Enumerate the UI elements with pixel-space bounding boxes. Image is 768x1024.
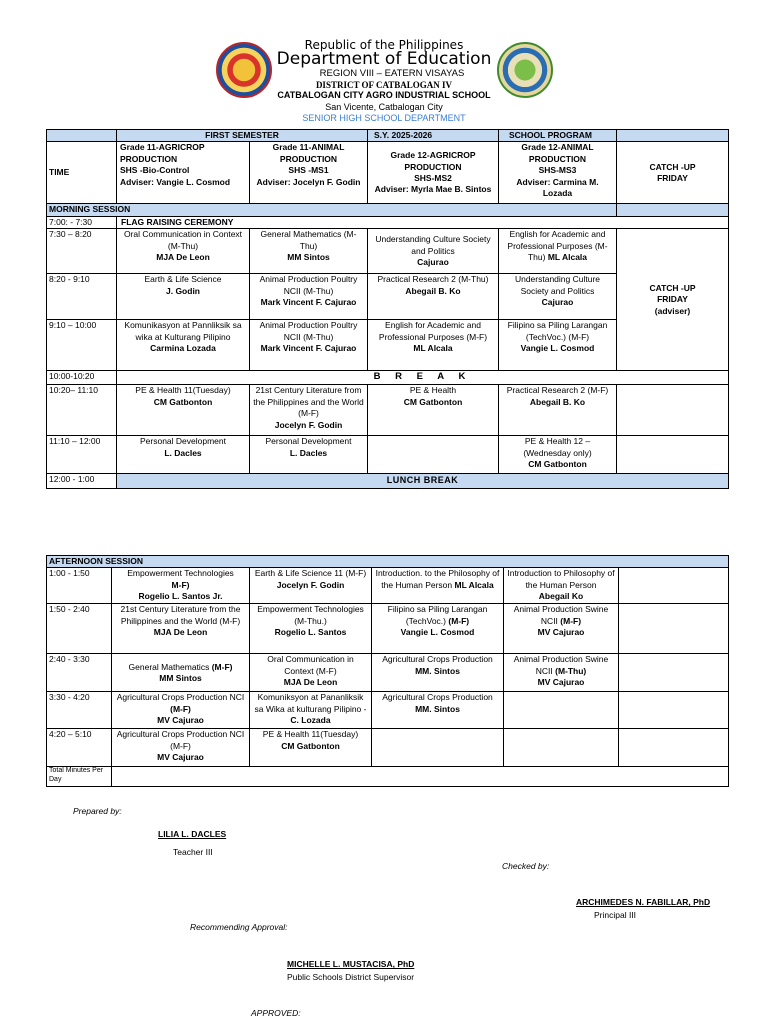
afternoon-schedule-table	[46, 555, 729, 787]
subject-cell: English for Academic and Professional Purposes (M-Thu) ML Alcala	[499, 229, 617, 274]
subject-cell: English for Academic and Professional Purposes (M-F) ML Alcala	[368, 320, 499, 371]
break-row	[47, 371, 729, 385]
morning-session-label: MORNING SESSION	[47, 204, 617, 216]
subject-cell: Animal Production Poultry NCII (M-Thu) Mark Vincent F. Cajurao	[250, 320, 368, 371]
table-row	[47, 568, 729, 604]
prepared-by-title: Teacher III	[173, 847, 213, 857]
subject-cell	[372, 729, 504, 767]
table-row	[47, 692, 729, 729]
subject-cell: PE & Health CM Gatbonton	[368, 385, 499, 436]
subject-cell: Personal Development L. Dacles	[250, 436, 368, 474]
time-cell: 7:00: - 7:30	[47, 216, 117, 228]
checked-by-label: Checked by:	[502, 861, 550, 871]
recommending-title: Public Schools District Supervisor	[287, 972, 415, 982]
subject-cell: Agricultural Crops Production NCI (M-F) MV Cajurao	[112, 729, 250, 767]
total-minutes-label: Total Minutes Per Day	[47, 767, 112, 787]
subject-cell: Empowerment Technologies (M-Thu.) Rogelio L. Santos	[250, 604, 372, 654]
flag-raising-label: FLAG RAISING CEREMONY	[117, 216, 729, 228]
subject-cell: PE & Health 12 – (Wednesday only) CM Gatbonton	[499, 436, 617, 474]
time-cell: 3:30 - 4:20	[47, 692, 112, 729]
subject-cell: Agricultural Crops Production NCI (M-F) MV Cajurao	[112, 692, 250, 729]
checked-by-title: Principal III	[594, 910, 637, 920]
time-cell: 1:50 - 2:40	[47, 604, 112, 654]
afternoon-session-label: AFTERNOON SESSION	[47, 556, 729, 568]
approved-label: APPROVED:	[251, 1008, 301, 1018]
class-header-g12-agricrop: Grade 12-AGRICROP PRODUCTION SHS-MS2 Adviser: Myrla Mae B. Sintos	[368, 142, 499, 204]
time-cell: 12:00 - 1:00	[47, 474, 117, 489]
time-header: TIME	[47, 142, 117, 204]
break-label: B R E A K	[117, 371, 729, 385]
recommending-label: Recommending Approval:	[190, 922, 288, 932]
time-cell: 1:00 - 1:50	[47, 568, 112, 604]
semester-header-row	[47, 130, 729, 142]
subject-cell	[368, 436, 499, 474]
school-program-label: SCHOOL PROGRAM	[499, 130, 617, 142]
subject-cell: General Mathematics (M-Thu) MM Sintos	[250, 229, 368, 274]
time-cell: 4:20 – 5:10	[47, 729, 112, 767]
school-name: CATBALOGAN CITY AGRO INDUSTRIAL SCHOOL	[277, 90, 491, 100]
subject-cell: Filipino sa Piling Larangan (TechVoc.) (M-F) Vangie L. Cosmod	[499, 320, 617, 371]
subject-cell: Komuniksyon at Pananliksik sa Wika at kulturang Pilipino -C. Lozada	[250, 692, 372, 729]
prepared-by-label: Prepared by:	[73, 806, 122, 816]
subject-cell: Earth & Life Science 11 (M-F) Jocelyn F. Godin	[250, 568, 372, 604]
subject-cell: Animal Production Swine NCII (M-F) MV Cajurao	[504, 604, 619, 654]
time-cell: 2:40 - 3:30	[47, 654, 112, 692]
subject-cell: Oral Communication in Context (M-F) MJA De Leon	[250, 654, 372, 692]
recommending-name: MICHELLE L. MUSTACISA, PhD	[287, 959, 415, 969]
subject-cell: Earth & Life Science J. Godin	[117, 274, 250, 320]
republic-line: Republic of the Philippines	[304, 38, 464, 52]
subject-cell: Komunikasyon at Pannliksik sa wika at Kulturang Pilipino Carmina Lozada	[117, 320, 250, 371]
subject-cell: PE & Health 11(Tuesday) CM Gatbonton	[117, 385, 250, 436]
department-subtitle: SENIOR HIGH SCHOOL DEPARTMENT	[302, 113, 466, 123]
morning-session-row	[47, 204, 729, 216]
region-line: REGION VIII – EATERN VISAYAS	[319, 68, 465, 79]
class-header-g11-animal: Grade 11-ANIMAL PRODUCTION SHS -MS1 Adviser: Jocelyn F. Godin	[250, 142, 368, 204]
school-year-label: S.Y. 2025-2026	[368, 130, 499, 142]
lunch-break-label: LUNCH BREAK	[117, 474, 729, 489]
subject-cell: Agricultural Crops Production MM. Sintos	[372, 654, 504, 692]
subject-cell: Understanding Culture Society and Politics Cajurao	[499, 274, 617, 320]
subject-cell: Animal Production Poultry NCII (M-Thu) Mark Vincent F. Cajurao	[250, 274, 368, 320]
subject-cell: Introduction to Philosophy of the Human Person Abegail Ko	[504, 568, 619, 604]
subject-cell: Animal Production Swine NCII (M-Thu) MV Cajurao	[504, 654, 619, 692]
prepared-by-name: LILIA L. DACLES	[158, 829, 227, 839]
time-cell: 10:20– 11:10	[47, 385, 117, 436]
school-address: San Vicente, Catbalogan City	[325, 102, 443, 112]
subject-cell: Practical Research 2 (M-Thu) Abegail B. Ko	[368, 274, 499, 320]
subject-cell: Oral Communication in Context (M-Thu) MJA De Leon	[117, 229, 250, 274]
catchup-friday-adviser: CATCH -UP FRIDAY (adviser)	[617, 229, 729, 371]
subject-cell: PE & Health 11(Tuesday) CM Gatbonton	[250, 729, 372, 767]
subject-cell: Understanding Culture Society and Politics Cajurao	[368, 229, 499, 274]
catchup-friday-header: CATCH -UP FRIDAY	[617, 142, 729, 204]
subject-cell: Filipino sa Piling Larangan (TechVoc.) (M-F) Vangie L. Cosmod	[372, 604, 504, 654]
lunch-row	[47, 474, 729, 489]
time-cell: 10:00-10:20	[47, 371, 117, 385]
afternoon-session-row	[47, 556, 729, 568]
class-header-row	[47, 142, 729, 204]
table-row	[47, 604, 729, 654]
table-row	[47, 654, 729, 692]
subject-cell: 21st Century Literature from the Philippines and the World (M-F) Jocelyn F. Godin	[250, 385, 368, 436]
class-header-g11-agricrop: Grade 11-AGRICROP PRODUCTION SHS -Bio-Control Adviser: Vangie L. Cosmod	[117, 142, 250, 204]
subject-cell: Personal Development L. Dacles	[117, 436, 250, 474]
morning-schedule-table	[46, 129, 729, 489]
subject-cell: 21st Century Literature from the Philippines and the World (M-F) MJA De Leon	[112, 604, 250, 654]
checked-by-name: ARCHIMEDES N. FABILLAR, PhD	[576, 897, 711, 907]
time-cell: 7:30 – 8:20	[47, 229, 117, 274]
table-row	[47, 229, 729, 274]
time-cell: 11:10 – 12:00	[47, 436, 117, 474]
subject-cell: Practical Research 2 (M-F) Abegail B. Ko	[499, 385, 617, 436]
table-row	[47, 729, 729, 767]
time-cell: 8:20 - 9:10	[47, 274, 117, 320]
subject-cell: Empowerment Technologies M-F) Rogelio L. Santos Jr.	[112, 568, 250, 604]
subject-cell	[504, 729, 619, 767]
department-title: Department of Education	[276, 49, 492, 69]
class-header-g12-animal: Grade 12-ANIMAL PRODUCTION SHS-MS3 Adviser: Carmina M. Lozada	[499, 142, 617, 204]
table-row	[47, 385, 729, 436]
subject-cell: General Mathematics (M-F) MM Sintos	[112, 654, 250, 692]
subject-cell: Agricultural Crops Production MM. Sintos	[372, 692, 504, 729]
subject-cell: Introduction. to the Philosophy of the Human Person ML Alcala	[372, 568, 504, 604]
total-minutes-row	[47, 767, 729, 787]
flag-raising-row	[47, 216, 729, 228]
time-cell: 9:10 – 10:00	[47, 320, 117, 371]
table-row	[47, 436, 729, 474]
district-line: DISTRICT OF CATBALOGAN IV	[315, 80, 453, 90]
first-semester-label: FIRST SEMESTER	[117, 130, 368, 142]
subject-cell	[504, 692, 619, 729]
